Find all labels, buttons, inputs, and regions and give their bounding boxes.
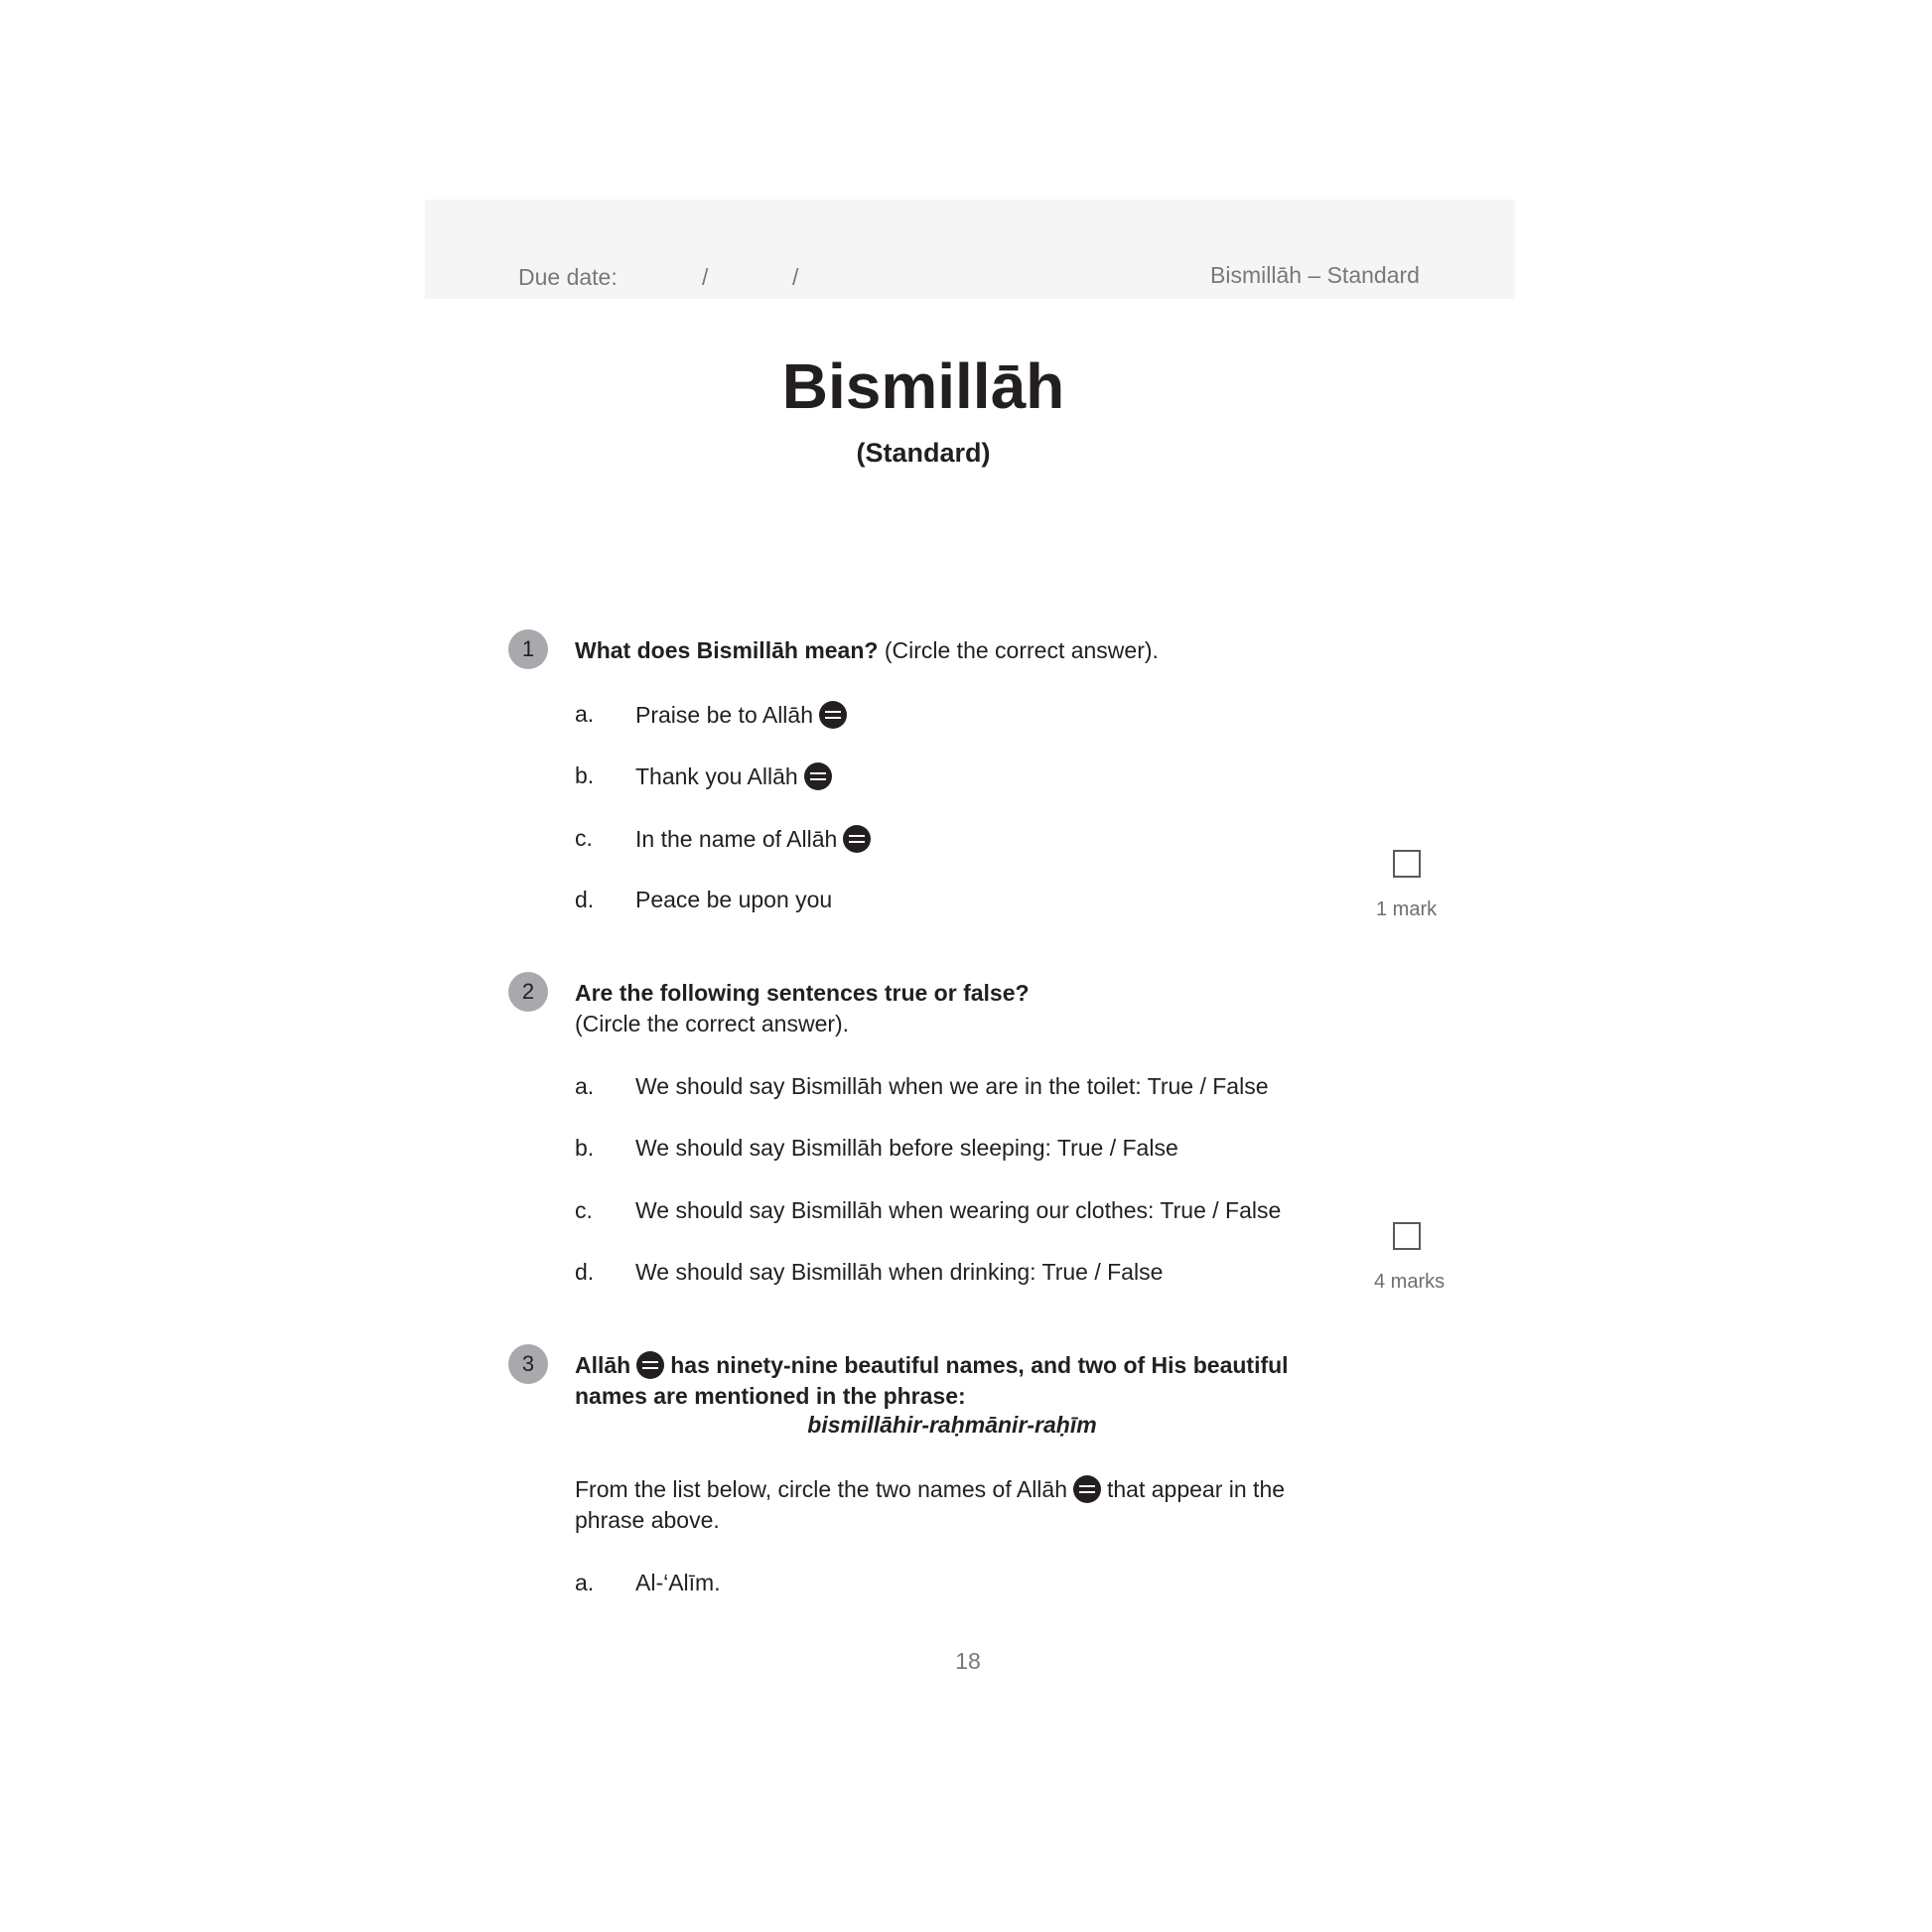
- option-label: Peace be upon you: [635, 887, 833, 912]
- statement-text[interactable]: We should say Bismillāh when drinking: True / False: [635, 1259, 1164, 1285]
- option-letter: a.: [575, 1570, 595, 1595]
- option-letter: c.: [575, 1197, 593, 1223]
- option-letter: a.: [575, 701, 595, 727]
- question-3-prompt-rest: has ninety-nine beautiful names, and two of His beautiful: [670, 1352, 1289, 1378]
- option-letter: b.: [575, 1135, 595, 1161]
- option-label: Thank you Allāh: [635, 763, 798, 789]
- question-1-prompt-rest: (Circle the correct answer).: [878, 637, 1159, 663]
- subhanahu-wa-taala-icon: [804, 762, 832, 790]
- due-date-slash: /: [702, 264, 709, 290]
- option-letter: d.: [575, 1259, 595, 1285]
- question-2-prompt-bold: Are the following sentences true or false?: [575, 980, 1030, 1006]
- option-letter: b.: [575, 762, 595, 788]
- subhanahu-wa-taala-icon: [843, 825, 871, 853]
- subhanahu-wa-taala-icon: [1073, 1475, 1101, 1503]
- question-number-badge: 1: [508, 629, 548, 669]
- option-text[interactable]: [635, 701, 847, 729]
- question-1-prompt: [575, 635, 1159, 666]
- due-date-label: Due date:: [518, 264, 618, 290]
- question-3-instruction-a: From the list below, circle the two names of Allāh: [575, 1476, 1067, 1502]
- marks-label: 4 marks: [1374, 1271, 1446, 1293]
- question-3-prompt-line-2: names are mentioned in the phrase:: [575, 1383, 966, 1409]
- page-number: 18: [955, 1648, 981, 1674]
- question-3-prompt-allah: Allāh: [575, 1352, 631, 1378]
- due-date-slash: /: [792, 264, 799, 290]
- question-2-prompt-rest: (Circle the correct answer).: [575, 1011, 850, 1036]
- transliterated-phrase: bismillāhir-raḥmānir-raḥīm: [807, 1412, 1097, 1438]
- option-text[interactable]: [635, 762, 832, 790]
- statement-text[interactable]: We should say Bismillāh when we are in the toilet: True / False: [635, 1073, 1269, 1099]
- option-letter: a.: [575, 1073, 595, 1099]
- question-number-badge: 2: [508, 972, 548, 1012]
- option-label: In the name of Allāh: [635, 826, 838, 852]
- question-3-prompt-line-1: [575, 1350, 1289, 1381]
- marks-label: 1 mark: [1376, 898, 1438, 920]
- subhanahu-wa-taala-icon: [819, 701, 847, 729]
- question-number-badge: 3: [508, 1344, 548, 1384]
- option-letter: c.: [575, 825, 593, 851]
- statement-text[interactable]: We should say Bismillāh when wearing our clothes: True / False: [635, 1197, 1282, 1223]
- mark-checkbox[interactable]: [1393, 1222, 1421, 1250]
- option-text[interactable]: [635, 887, 832, 913]
- question-1-prompt-bold: What does Bismillāh mean?: [575, 637, 879, 663]
- page-title: Bismillāh: [781, 350, 1065, 422]
- option-letter: d.: [575, 887, 595, 912]
- question-3-instruction-b: that appear in the: [1107, 1476, 1286, 1502]
- page-subtitle: (Standard): [856, 438, 991, 468]
- option-text[interactable]: Al-‘Alīm.: [635, 1570, 721, 1595]
- mark-checkbox[interactable]: [1393, 850, 1421, 878]
- subhanahu-wa-taala-icon: [636, 1351, 664, 1379]
- option-text[interactable]: [635, 825, 871, 853]
- statement-text[interactable]: We should say Bismillāh before sleeping: True / False: [635, 1135, 1178, 1161]
- question-3-instruction-line-2: phrase above.: [575, 1507, 720, 1533]
- question-3-instruction-line-1: [575, 1474, 1285, 1505]
- running-title: Bismillāh – Standard: [1210, 262, 1420, 288]
- option-label: Praise be to Allāh: [635, 702, 814, 728]
